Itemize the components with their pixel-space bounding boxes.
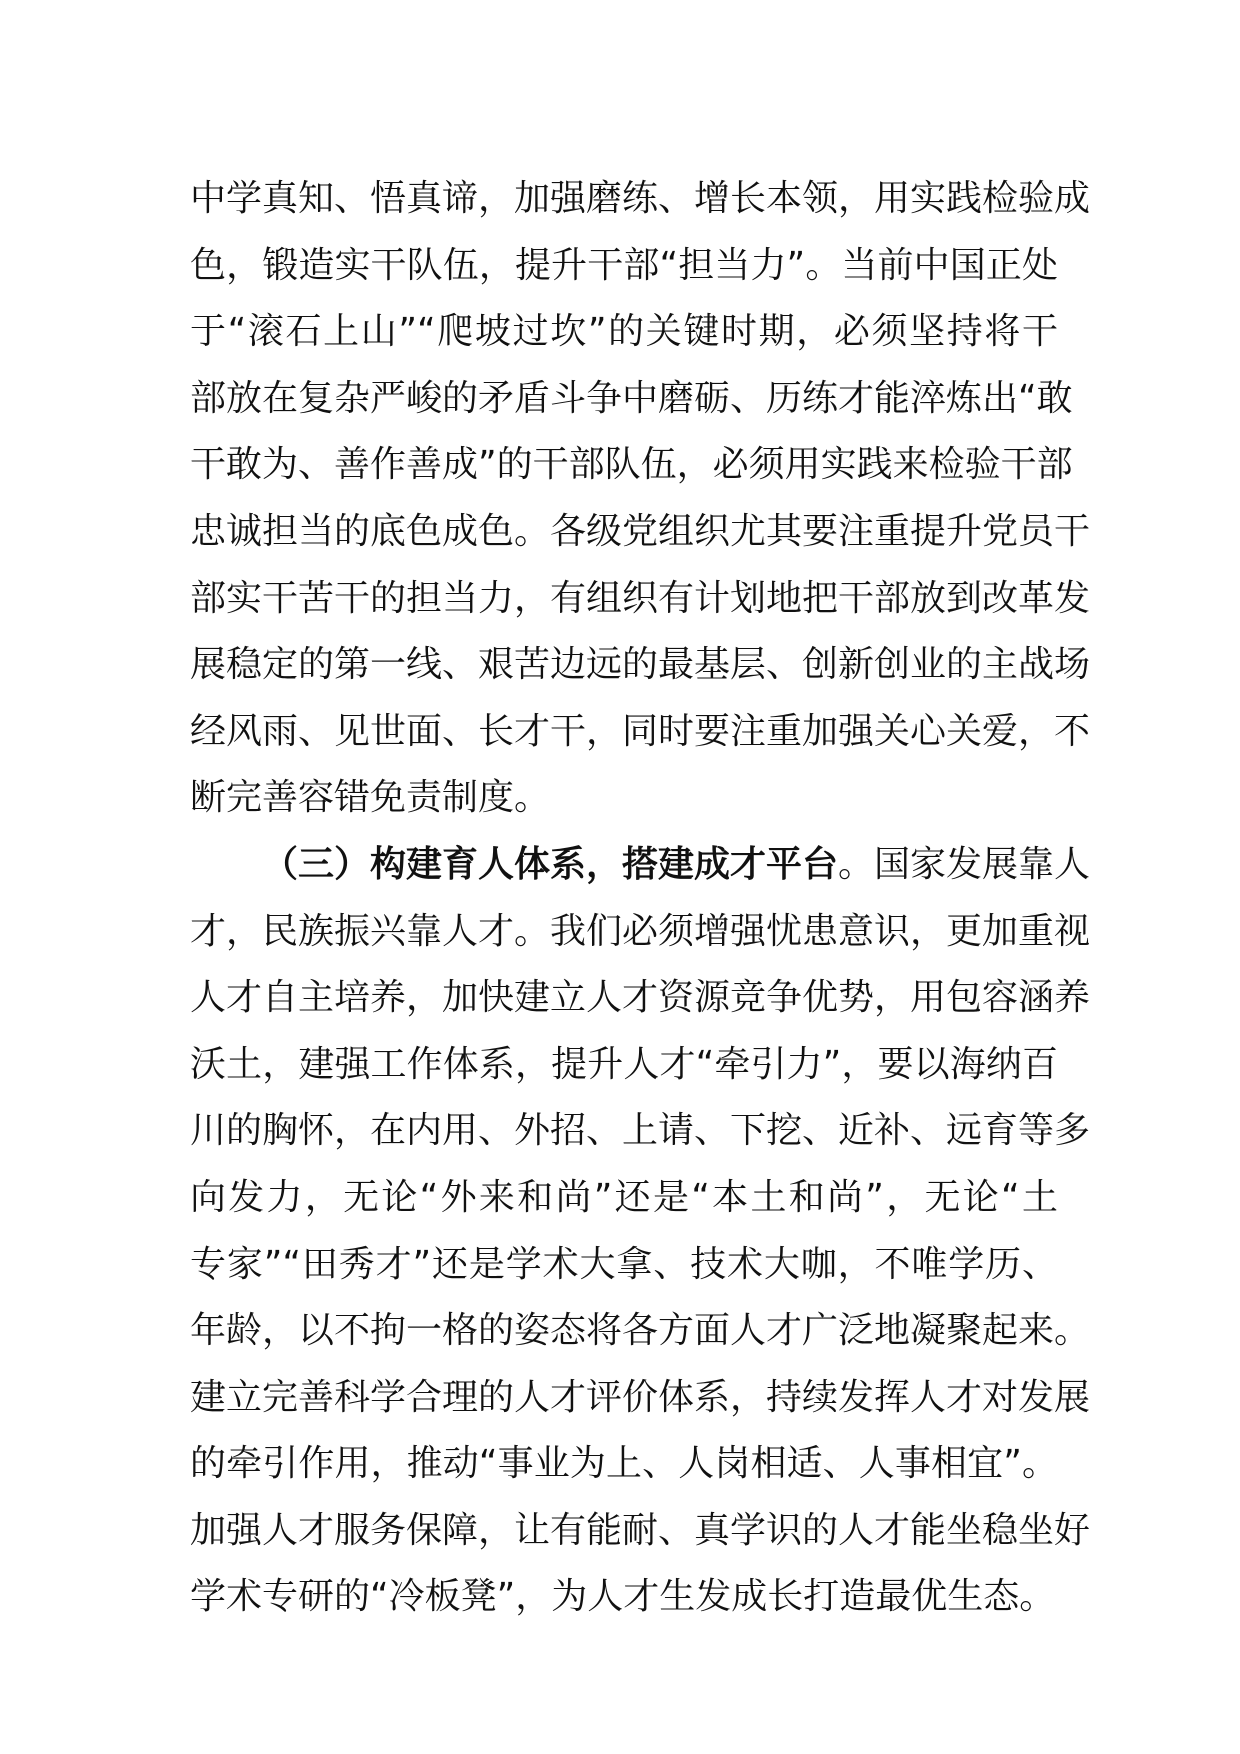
body-text [190,166,1091,1631]
text-line: 色，锻造实干队伍，提升干部“担当力”。当前中国正处 [190,244,1058,286]
paragraph-1 [190,166,1091,832]
paragraph-2 [190,832,1091,1631]
text-line: 断完善容错免责制度。 [190,777,551,819]
heading-line-rest: 。国家发展靠人 [838,843,1091,885]
text-line: 人才自主培养，加快建立人才资源竞争优势，用包容涵养 [190,977,1091,1019]
text-line: 才，民族振兴靠人才。我们必须增强忧患意识，更加重视 [190,910,1091,952]
text-line: 年龄，以不拘一格的姿态将各方面人才广泛地凝聚起来。 [190,1310,1091,1352]
text-line: 加强人才服务保障，让有能耐、真学识的人才能坐稳坐好 [190,1509,1091,1551]
text-line: 部放在复杂严峻的矛盾斗争中磨砺、历练才能淬炼出“敢 [190,377,1073,419]
text-line: 的牵引作用，推动“事业为上、人岗相适、人事相宜”。 [190,1443,1058,1485]
text-line: 部实干苦干的担当力，有组织有计划地把干部放到改革发 [190,577,1091,619]
section-heading-line [190,832,1091,899]
text-line: 中学真知、悟真谛，加强磨练、增长本领，用实践检验成 [190,178,1091,219]
section-heading: （三）构建育人体系，搭建成才平台 [262,843,839,885]
text-line: 展稳定的第一线、艰苦边远的最基层、创新创业的主战场 [190,644,1091,686]
text-line: 建立完善科学合理的人才评价体系，持续发挥人才对发展 [190,1376,1091,1418]
text-line: 经风雨、见世面、长才干，同时要注重加强关心关爱，不 [190,710,1091,752]
text-line: 向发力，无论“外来和尚”还是“本土和尚”，无论“土 [190,1176,1058,1218]
text-line: 于“滚石上山”“爬坡过坎”的关键时期，必须坚持将干 [190,311,1058,353]
text-line: 学术专研的“冷板凳”，为人才生发成长打造最优生态。 [190,1576,1056,1618]
text-line: 沃土，建强工作体系，提升人才“牵引力”，要以海纳百 [190,1043,1058,1085]
text-line: 专家”“田秀才”还是学术大拿、技术大咖，不唯学历、 [190,1243,1058,1285]
text-line: 忠诚担当的底色成色。各级党组织尤其要注重提升党员干 [190,510,1091,552]
text-line: 干敢为、善作善成”的干部队伍，必须用实践来检验干部 [190,444,1073,486]
text-line: 川的胸怀，在内用、外招、上请、下挖、近补、远育等多 [190,1110,1091,1152]
